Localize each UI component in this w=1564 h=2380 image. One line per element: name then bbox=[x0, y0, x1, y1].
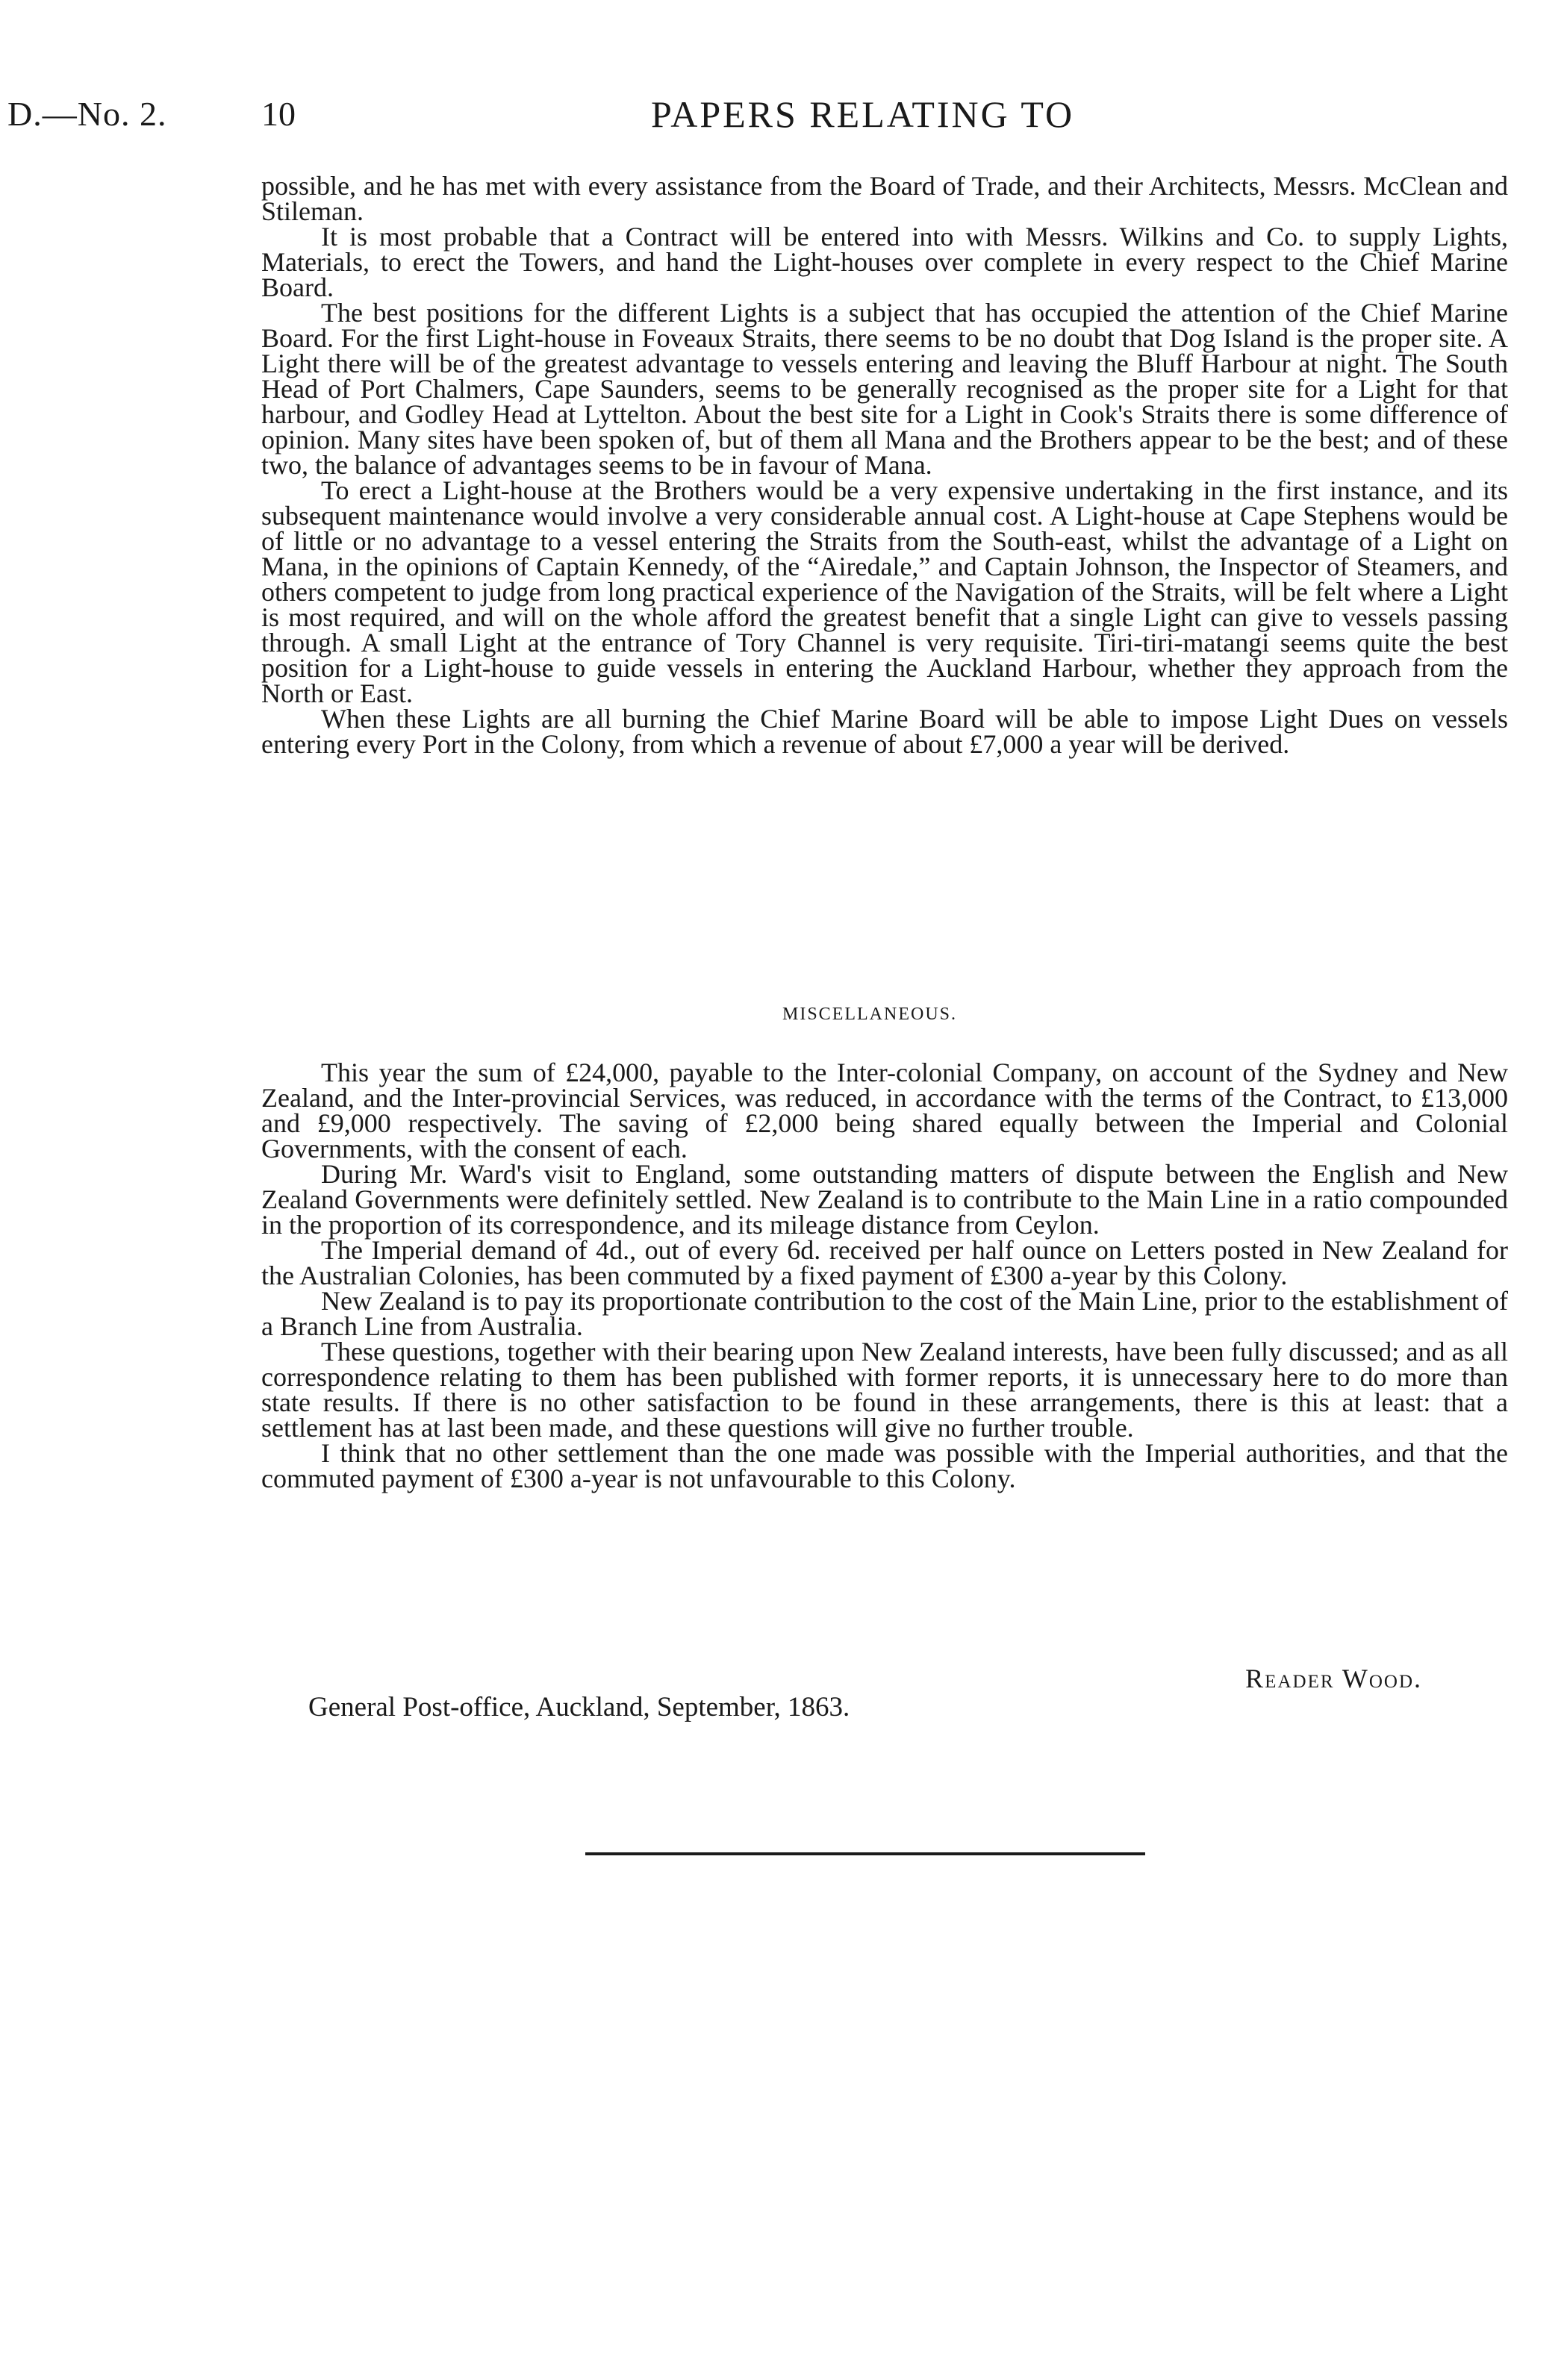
paragraph: New Zealand is to pay its proportionate contribution to the cost of the Main Line, prior to the establishment of a Branch Line from Australia. bbox=[261, 1286, 1508, 1341]
paragraph: During Mr. Ward's visit to England, some outstanding matters of dispute between the English and New Zealand Governments were definitely settled. New Zealand is to contribute to the Main Line in a ratio compounded in the proportion of its correspondence, and its mileage distance from Ceylon. bbox=[261, 1159, 1508, 1240]
paragraph: The Imperial demand of 4d., out of every 6d. received per half ounce on Letters posted in New Zealand for the Australian Colonies, has been commuted by a fixed payment of £300 a-year by this Colony. bbox=[261, 1235, 1508, 1290]
paragraph: I think that no other settlement than the one made was possible with the Imperial authorities, and that the commuted payment of £300 a-year is not unfavourable to this Colony. bbox=[261, 1438, 1508, 1493]
document-number: D.—No. 2. bbox=[7, 95, 167, 133]
section-heading-miscellaneous: MISCELLANEOUS. bbox=[782, 1005, 958, 1024]
closing-rule bbox=[585, 1852, 1145, 1855]
page-number: 10 bbox=[261, 95, 296, 133]
paragraph: This year the sum of £24,000, payable to the Inter-colonial Company, on account of the Sydney and New Zealand, and the Inter-provincial Services, was reduced, in accordance with the terms of the Contract, to £13,000 and £9,000 respectively. The saving of £2,000 being shared equally between the Imperial and Colonial Governments, with the consent of each. bbox=[261, 1058, 1508, 1164]
miscellaneous-text-block bbox=[261, 1060, 1508, 1491]
lighthouse-text-block bbox=[261, 173, 1508, 757]
paragraph: The best positions for the different Lights is a subject that has occupied the attention of the Chief Marine Board. For the first Light-house in Foveaux Straits, there seems to be no doubt that Dog Island is the proper site. A Light there will be of the greatest advantage to vessels entering and leaving the Bluff Harbour at night. The South Head of Port Chalmers, Cape Saunders, seems to be generally recognised as the proper site for a Light for that harbour, and Godley Head at Lyttelton. About the best site for a Light in Cook's Straits there is some difference of opinion. Many sites have been spoken of, but of them all Mana and the Brothers appear to be the best; and of these two, the balance of advantages seems to be in favour of Mana. bbox=[261, 298, 1508, 480]
paragraph: These questions, together with their bearing upon New Zealand interests, have been fully discussed; and as all correspondence relating to them has been published with former reports, it is unnecessary here to do more than state results. If there is no other satisfaction to be found in these arrangements, there is this at least: that a settlement has at last been made, and these questions will give no further trouble. bbox=[261, 1337, 1508, 1443]
paragraph: It is most probable that a Contract will be entered into with Messrs. Wilkins and Co. to supply Lights, Materials, to erect the Towers, and hand the Light-houses over complete in every respect to the Chief Marine Board. bbox=[261, 222, 1508, 302]
paragraph: When these Lights are all burning the Chief Marine Board will be able to impose Light Dues on vessels entering every Port in the Colony, from which a revenue of about £7,000 a year will be derived. bbox=[261, 704, 1508, 759]
running-title: PAPERS RELATING TO bbox=[651, 93, 1075, 135]
signature: Reader Wood. bbox=[1245, 1664, 1422, 1693]
paragraph: To erect a Light-house at the Brothers would be a very expensive undertaking in the first instance, and its subsequent maintenance would involve a very considerable annual cost. A Light-house at Cape Stephens would be of little or no advantage to a vessel entering the Straits from the South-east, whilst the advantage of a Light on Mana, in the opinions of Captain Kennedy, of the “Airedale,” and Captain Johnson, the Inspector of Steamers, and others competent to judge from long practical experience of the Navigation of the Straits, will be felt where a Light is most required, and will on the whole afford the greatest benefit that a single Light can give to vessels passing through. A small Light at the entrance of Tory Channel is very requisite. Tiri-tiri-matangi seems quite the best position for a Light-house to guide vessels in entering the Auckland Harbour, whether they approach from the North or East. bbox=[261, 475, 1508, 708]
place-and-date: General Post-office, Auckland, September, 1863. bbox=[308, 1692, 850, 1722]
paragraph: possible, and he has met with every assistance from the Board of Trade, and their Architects, Messrs. McClean and Stileman. bbox=[261, 171, 1508, 226]
